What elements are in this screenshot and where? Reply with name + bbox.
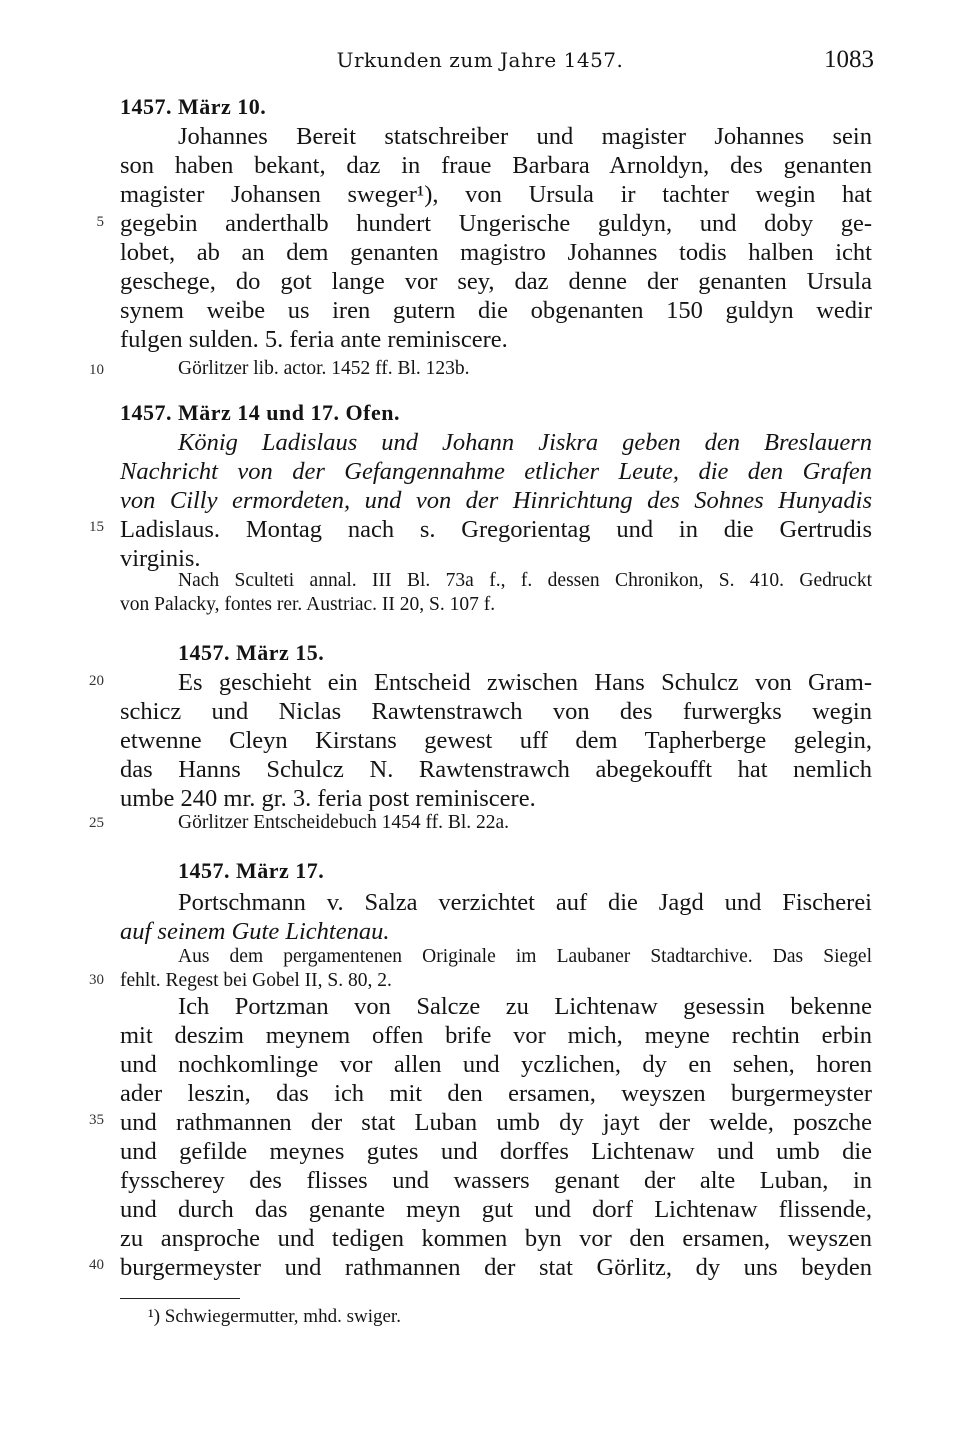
line-number: 15 (89, 519, 104, 535)
line-number: 40 (89, 1257, 104, 1273)
text-line: virginis. (120, 545, 201, 572)
entry-heading: 1457. März 14 und 17. Ofen. (120, 400, 400, 425)
text-line: Ich Portzman von Salcze zu Lichtenaw gesessin bekenne (178, 993, 872, 1020)
text-line: von Cilly ermordeten, und von der Hinrichtung des Sohnes Hunyadis (120, 487, 872, 514)
source-note: von Palacky, fontes rer. Austriac. II 20, S. 107 f. (120, 594, 496, 615)
text-line: Portschmann v. Salza verzichtet auf die Jagd und Fischerei (178, 889, 872, 916)
text-line: König Ladislaus und Johann Jiskra geben den Breslauern (178, 429, 872, 456)
footnote-rule (120, 1298, 240, 1299)
source-note: Görlitzer lib. actor. 1452 ff. Bl. 123b. (178, 358, 470, 379)
line-number: 5 (96, 214, 104, 230)
text-line: ader leszin, das ich mit den ersamen, weyszen burgermeyster (120, 1080, 872, 1107)
entry-heading: 1457. März 10. (120, 94, 267, 119)
text-line: und gefilde meynes gutes und dorffes Lichtenaw und umb die (120, 1138, 872, 1165)
text-line: das Hanns Schulcz N. Rawtenstrawch abegekoufft hat nemlich (120, 756, 872, 783)
text-line: und nochkomlinge vor allen und yczlichen, dy en sehen, horen (120, 1051, 872, 1078)
text-line: burgermeyster und rathmannen der stat Görlitz, dy uns beyden (120, 1254, 872, 1281)
line-number: 35 (89, 1112, 104, 1128)
line-number: 25 (89, 815, 104, 831)
text-line: Ladislaus. Montag nach s. Gregorientag und in die Gertrudis (120, 516, 872, 543)
line-number: 30 (89, 972, 104, 988)
text-line: schicz und Niclas Rawtenstrawch von des furwergks wegin (120, 698, 872, 725)
text-line: und durch das genante meyn gut und dorf Lichtenaw flissende, (120, 1196, 872, 1223)
text-line: son haben bekant, daz in fraue Barbara Arnoldyn, des genanten (120, 152, 872, 179)
text-line: umbe 240 mr. gr. 3. feria post reminiscere. (120, 785, 536, 812)
text-line: Johannes Bereit statschreiber und magister Johannes sein (178, 123, 872, 150)
text-line: Es geschieht ein Entscheid zwischen Hans Schulcz von Gram- (178, 669, 872, 696)
text-line: geschege, do got lange vor sey, daz denne der genanten Ursula (120, 268, 872, 295)
text-line: Nachricht von der Gefangennahme etlicher Leute, die den Grafen (120, 458, 872, 485)
line-number: 20 (89, 673, 104, 689)
text-line: auf seinem Gute Lichtenau. (120, 918, 390, 945)
footnote: ¹) Schwiegermutter, mhd. swiger. (148, 1306, 401, 1327)
text-line: lobet, ab an dem genanten magistro Johannes todis halben icht (120, 239, 872, 266)
text-line: und rathmannen der stat Luban umb dy jayt der welde, poszche (120, 1109, 872, 1136)
text-line: magister Johansen sweger¹), von Ursula ir tachter wegin hat (120, 181, 872, 208)
text-line: fulgen sulden. 5. feria ante reminiscere. (120, 326, 508, 353)
entry-heading: 1457. März 17. (178, 858, 325, 883)
source-note: Görlitzer Entscheidebuch 1454 ff. Bl. 22a. (178, 812, 510, 833)
text-line: mit deszim meynem offen brife vor mich, meyne rechtin erbin (120, 1022, 872, 1049)
text-line: etwenne Cleyn Kirstans gewest uff dem Tapherberge gelegin, (120, 727, 872, 754)
entry-heading: 1457. März 15. (178, 640, 325, 665)
text-line: fysscherey des flisses und wassers genant der alte Luban, in (120, 1167, 872, 1194)
text-line: synem weibe us iren gutern die obgenanten 150 guldyn wedir (120, 297, 872, 324)
page-number: 1083 (824, 46, 874, 73)
source-note: fehlt. Regest bei Gobel II, S. 80, 2. (120, 970, 392, 991)
source-note: Nach Sculteti annal. III Bl. 73a f., f. dessen Chronikon, S. 410. Gedruckt (178, 570, 872, 591)
text-line: zu ansproche und tedigen kommen byn vor den ersamen, weyszen (120, 1225, 872, 1252)
line-number: 10 (89, 362, 104, 378)
source-note: Aus dem pergamentenen Originale im Laubaner Stadtarchive. Das Siegel (178, 946, 872, 967)
running-title: Urkunden zum Jahre 1457. (336, 48, 624, 72)
text-line: gegebin anderthalb hundert Ungerische guldyn, und doby ge- (120, 210, 872, 237)
